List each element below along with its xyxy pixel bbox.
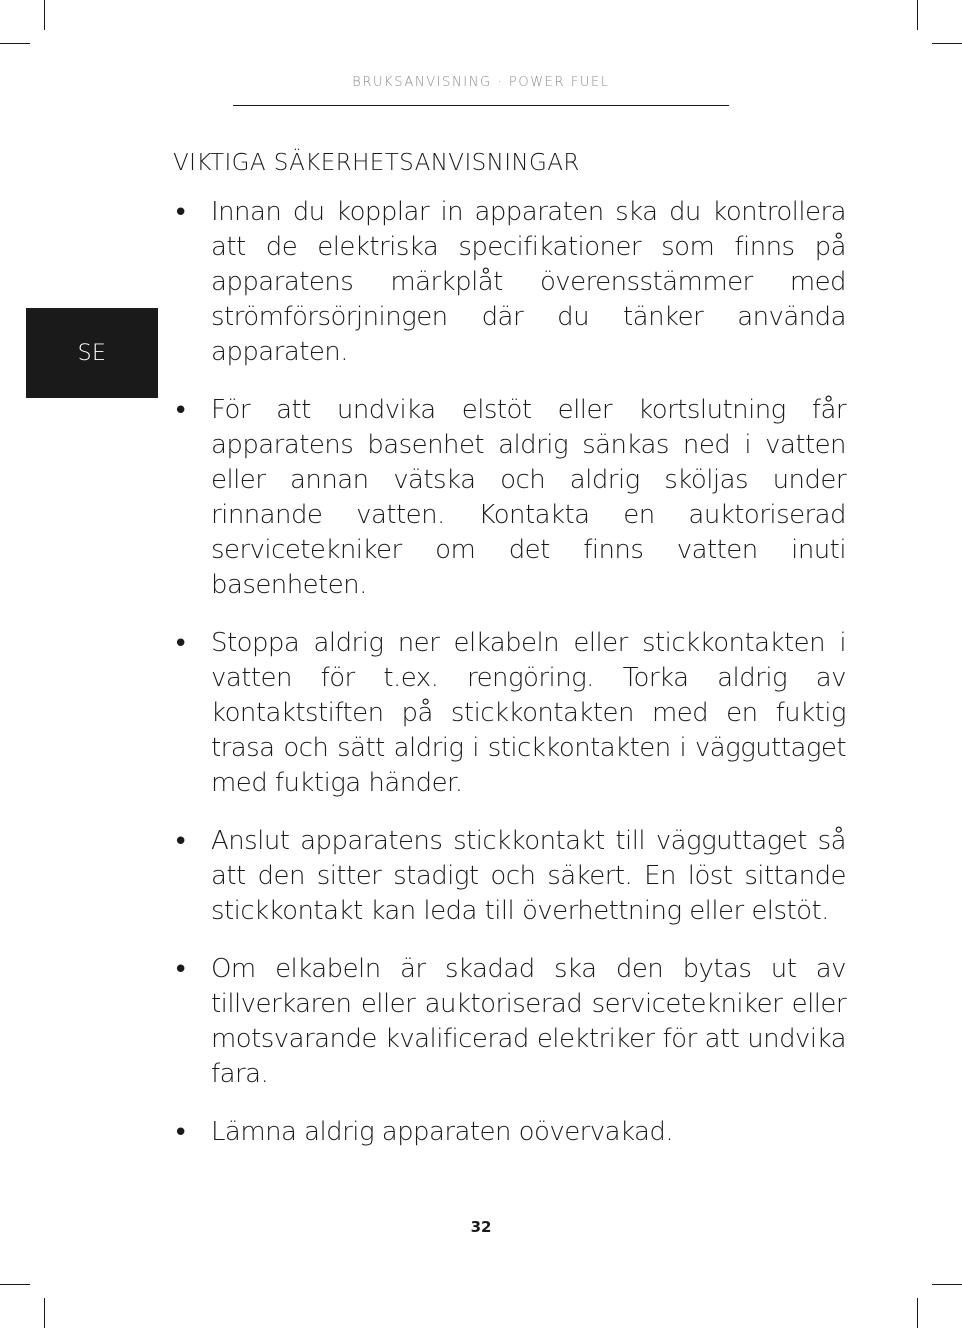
page-number: 32 (470, 1218, 492, 1236)
list-item (173, 1115, 846, 1150)
list-item-text: Om elkabeln är skadad ska den bytas ut av tillverkaren eller auktoriserad servicetekniker eller motsvarande kvalificerad elektriker för att undvika fara. (211, 954, 846, 1089)
crop-mark-top-left-horizontal (0, 43, 30, 44)
header-divider (233, 105, 729, 106)
list-item (173, 626, 846, 801)
running-header: BRUKSANVISNING · POWER FUEL (352, 75, 610, 90)
list-item (173, 393, 846, 603)
list-item-text: Lämna aldrig apparaten oövervakad. (211, 1117, 674, 1147)
bullet-icon: • (173, 1118, 189, 1148)
list-item (173, 824, 846, 929)
list-item-text: För att undvika elstöt eller kortslutning får apparatens basenhet aldrig sänkas ned i vatten eller annan vätska och aldrig sköljas under rinnande vatten. Kontakta en auktoriserad servicetekniker om det finns vatten inuti basenheten. (211, 395, 846, 600)
crop-mark-top-right-horizontal (932, 43, 962, 44)
list-item-text: Stoppa aldrig ner elkabeln eller stickkontakten i vatten för t.ex. rengöring. Torka aldrig av kontaktstiften på stickkontakten med en fuktig trasa och sätt aldrig i stickkontakten i vägguttaget med fuktiga händer. (211, 628, 846, 798)
crop-mark-bottom-right-vertical (917, 1298, 918, 1328)
crop-mark-top-left-vertical (44, 0, 45, 30)
bullet-icon: • (173, 396, 189, 426)
safety-instructions-list (173, 195, 846, 1173)
list-item-text: Anslut apparatens stickkontakt till vägguttaget så att den sitter stadigt och säkert. En löst sittande stickkontakt kan leda till överhettning eller elstöt. (211, 826, 846, 926)
crop-mark-bottom-left-vertical (44, 1298, 45, 1328)
crop-mark-top-right-vertical (917, 0, 918, 30)
bullet-icon: • (173, 629, 189, 659)
crop-mark-bottom-left-horizontal (0, 1284, 30, 1285)
list-item-text: Innan du kopplar in apparaten ska du kontrollera att de elektriska specifikationer som finns på apparatens märkplåt överensstämmer med strömförsörjningen där du tänker använda apparaten. (211, 197, 846, 367)
language-tab (26, 308, 158, 398)
list-item (173, 195, 846, 370)
crop-mark-bottom-right-horizontal (932, 1284, 962, 1285)
list-item (173, 952, 846, 1092)
bullet-icon: • (173, 827, 189, 857)
bullet-icon: • (173, 198, 189, 228)
bullet-icon: • (173, 955, 189, 985)
section-title: VIKTIGA SÄKERHETSANVISNINGAR (173, 150, 580, 176)
language-tab-label: SE (77, 340, 107, 366)
